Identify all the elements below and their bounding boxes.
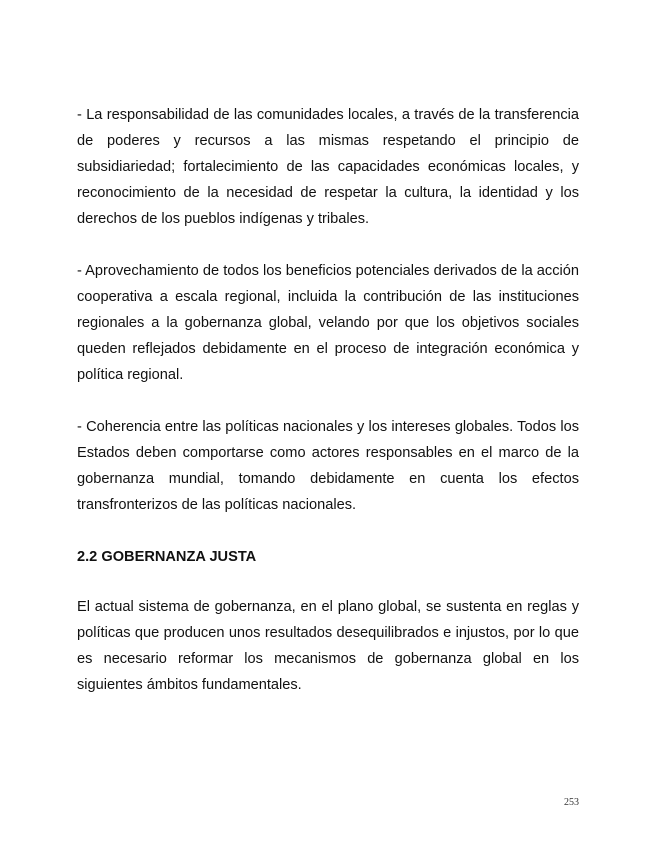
paragraph-policy-coherence: - Coherencia entre las políticas nacionales y los intereses globales. Todos los Estados deben comportarse como actores responsables en el marco de la gobernanza mundial, tomando debidamente en cuenta los efectos transfronterizos de las políticas nacionales. [77,419,579,513]
paragraph-fair-governance: El actual sistema de gobernanza, en el plano global, se sustenta en reglas y políticas que producen unos resultados desequilibrados e injustos, por lo que es necesario reformar los mecanismos de gobernanza global en los siguientes ámbitos fundamentales. [77,599,579,693]
paragraph-regional-cooperation: - Aprovechamiento de todos los beneficios potenciales derivados de la acción cooperativa a escala regional, incluida la contribución de las instituciones regionales a la gobernanza global, velando por que los objetivos sociales queden reflejados debidamente en el proceso de integración económica y política regional. [77,263,579,383]
section-heading: 2.2 GOBERNANZA JUSTA [77,549,257,565]
page-number: 253 [564,797,579,808]
paragraph-local-communities: - La responsabilidad de las comunidades locales, a través de la transferencia de poderes y recursos a las mismas respetando el principio de subsidiariedad; fortalecimiento de las capacidades económicas locales, y reconocimiento de la necesidad de respetar la cultura, la identidad y los derechos de los pueblos indígenas y tribales. [77,107,579,227]
